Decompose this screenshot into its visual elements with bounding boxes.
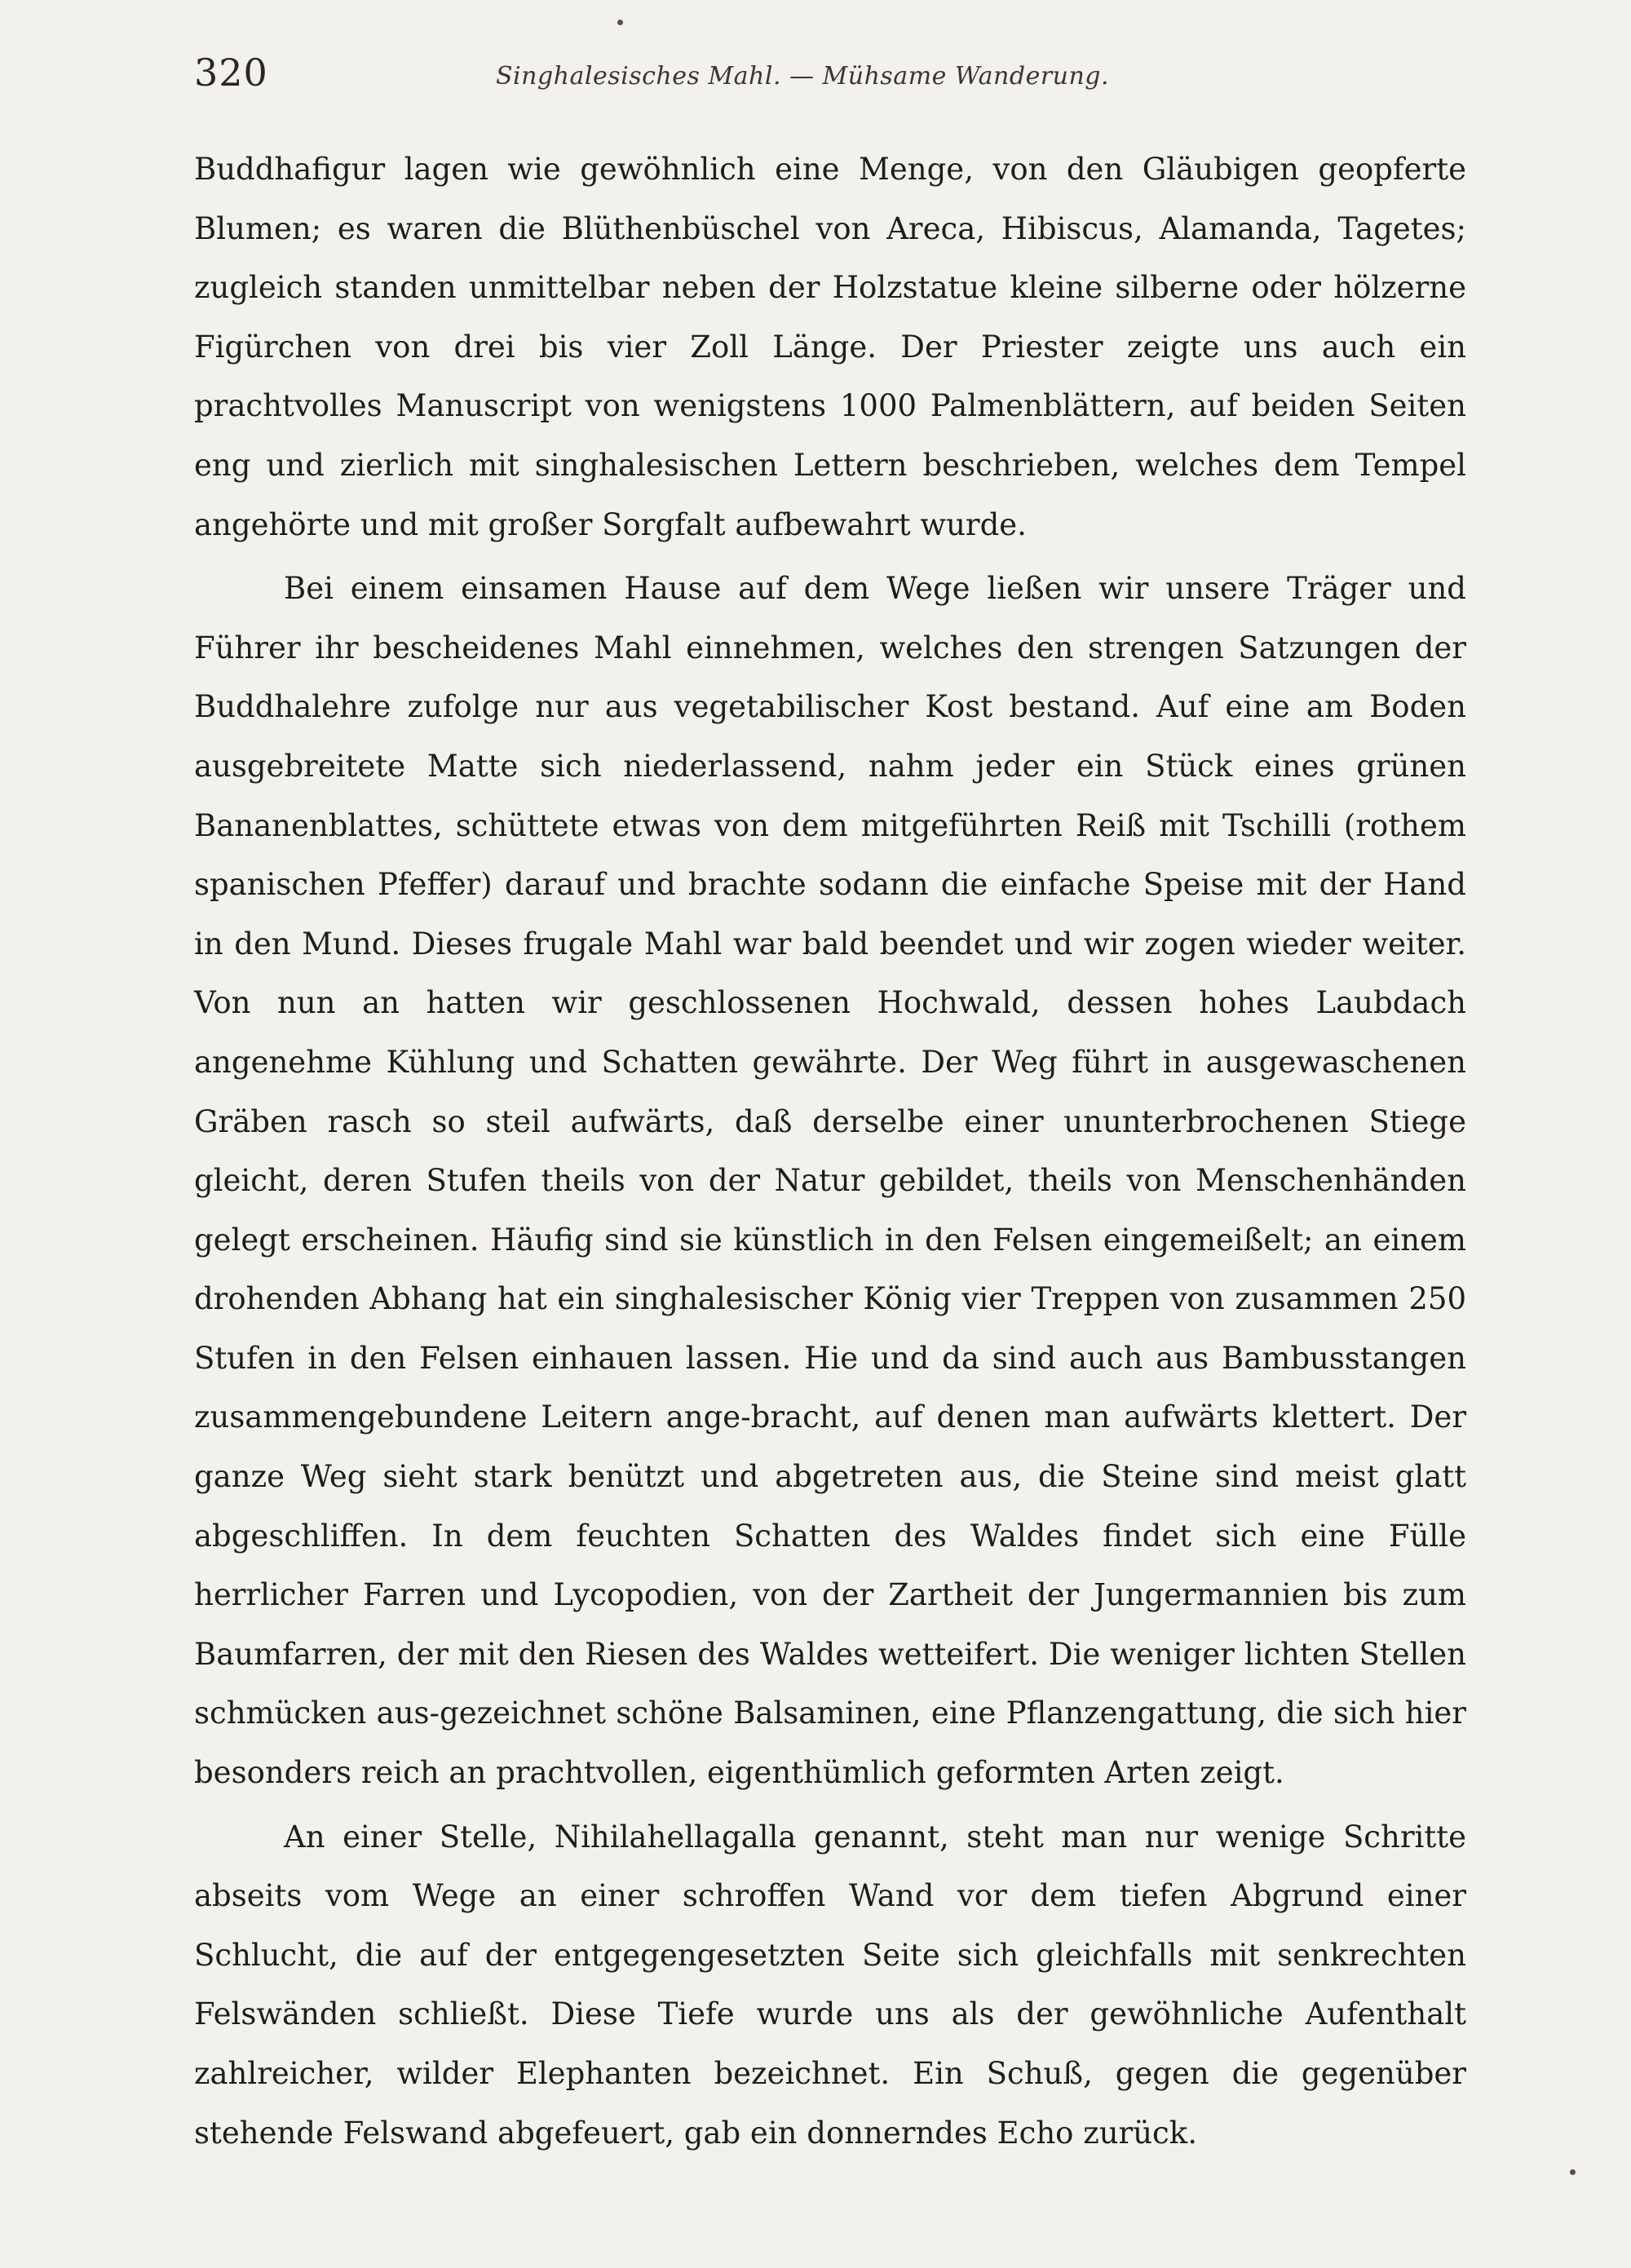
print-speck <box>1570 2169 1576 2175</box>
page-number: 320 <box>194 51 268 95</box>
print-speck <box>617 20 623 25</box>
page-header <box>194 51 1466 108</box>
body-text <box>194 140 1466 2168</box>
paragraph-2: Bei einem einsamen Hause auf dem Wege ließen wir unsere Träger und Führer ihr bescheidenes Mahl einnehmen, welches den strengen Satzungen der Buddhalehre zufolge nur aus vegetabilischer Kost bestand. Auf eine am Boden ausgebreitete Matte sich niederlassend, nahm jeder ein Stück eines grünen Bananenblattes, schüttete etwas von dem mitgeführten Reiß mit Tschilli (rothem spanischen Pfeffer) darauf und brachte sodann die einfache Speise mit der Hand in den Mund. Dieses frugale Mahl war bald beendet und wir zogen wieder weiter. Von nun an hatten wir geschlossenen Hochwald, dessen hohes Laubdach angenehme Kühlung und Schatten gewährte. Der Weg führt in ausgewaschenen Gräben rasch so steil aufwärts, daß derselbe einer ununterbrochenen Stiege gleicht, deren Stufen theils von der Natur gebildet, theils von Menschenhänden gelegt erscheinen. Häufig sind sie künstlich in den Felsen eingemeißelt; an einem drohenden Abhang hat ein singhalesischer König vier Treppen von zusammen 250 Stufen in den Felsen einhauen lassen. Hie und da sind auch aus Bambusstangen zusammengebundene Leitern ange-bracht, auf denen man aufwärts klettert. Der ganze Weg sieht stark benützt und abgetreten aus, die Steine sind meist glatt abgeschliffen. In dem feuchten Schatten des Waldes findet sich eine Fülle herrlicher Farren und Lycopodien, von der Zartheit der Jungermannien bis zum Baumfarren, der mit den Riesen des Waldes wetteifert. Die weniger lichten Stellen schmücken aus-gezeichnet schöne Balsaminen, eine Pflanzengattung, die sich hier besonders reich an prachtvollen, eigenthümlich geformten Arten zeigt. <box>194 571 1466 1791</box>
paragraph-3: An einer Stelle, Nihilahellagalla genannt, steht man nur wenige Schritte abseits vom Wege an einer schroffen Wand vor dem tiefen Abgrund einer Schlucht, die auf der entgegengesetzten Seite sich gleichfalls mit senkrechten Felswänden schließt. Diese Tiefe wurde uns als der gewöhnliche Aufenthalt zahlreicher, wilder Elephanten bezeichnet. Ein Schuß, gegen die gegenüber stehende Felswand abgefeuert, gab ein donnerndes Echo zurück. <box>194 1819 1466 2151</box>
paragraph-1: Buddhafigur lagen wie gewöhnlich eine Menge, von den Gläubigen geopferte Blumen; es waren die Blüthenbüschel von Areca, Hibiscus, Alamanda, Tagetes; zugleich standen unmittelbar neben der Holzstatue kleine silberne oder hölzerne Figürchen von drei bis vier Zoll Länge. Der Priester zeigte uns auch ein prachtvolles Manuscript von wenigstens 1000 Palmenblättern, auf beiden Seiten eng und zierlich mit singhalesischen Lettern beschrieben, welches dem Tempel angehörte und mit großer Sorgfalt aufbewahrt wurde. <box>194 152 1466 542</box>
running-head: Singhalesisches Mahl. — Mühsame Wanderung. <box>496 62 1110 91</box>
